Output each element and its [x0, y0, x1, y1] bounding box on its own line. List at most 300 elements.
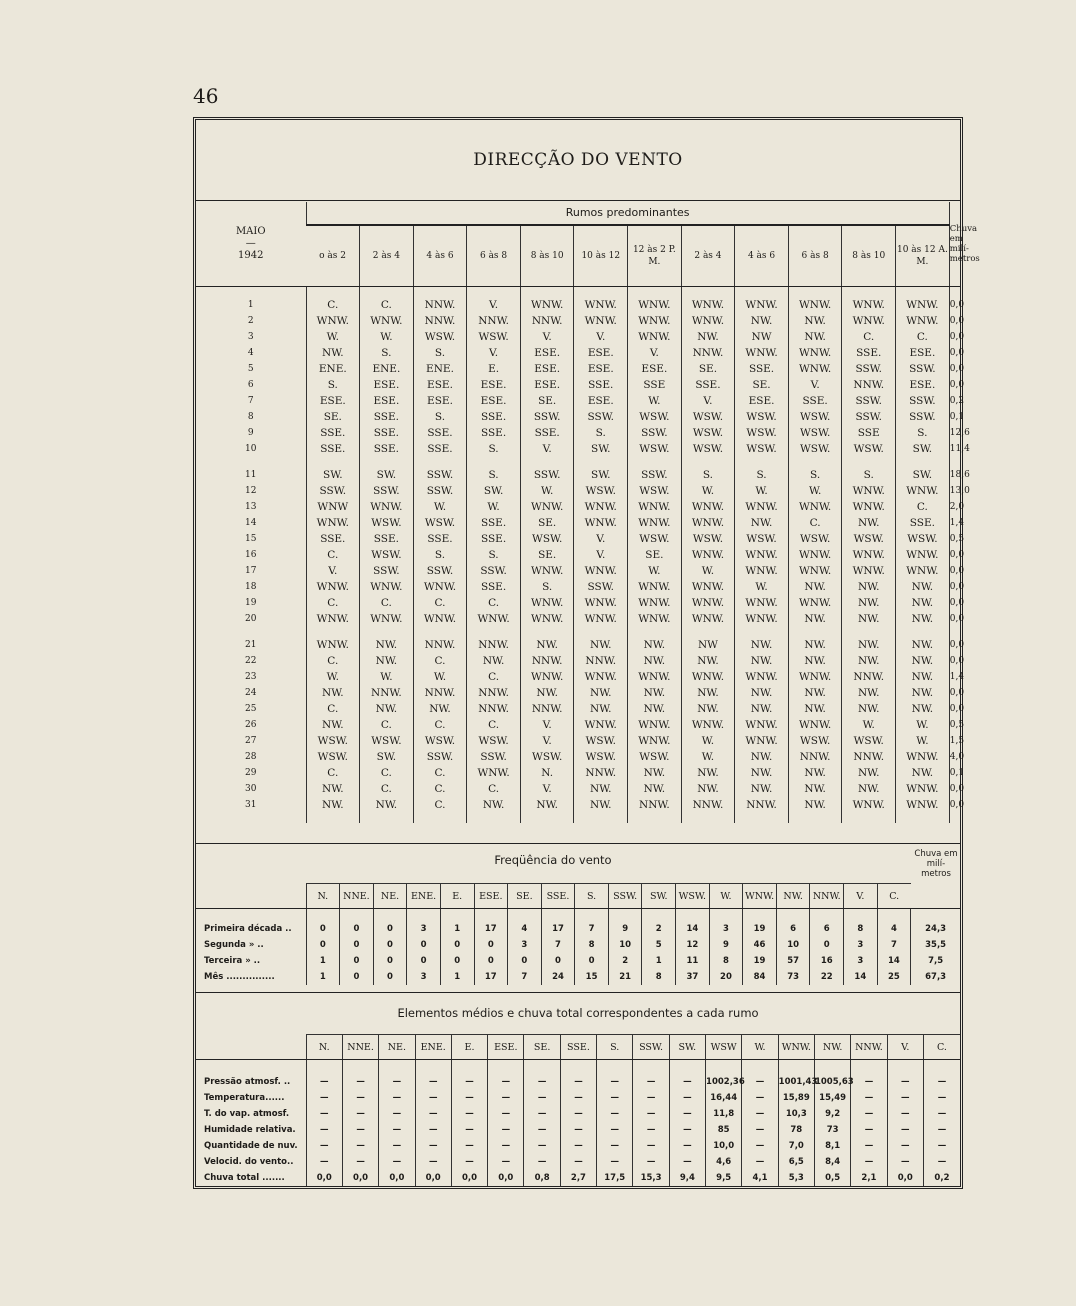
- spacer-cell: [413, 457, 467, 467]
- direction-cell: WSW.: [628, 531, 682, 547]
- direction-cell: C.: [306, 297, 360, 313]
- means-cell: —: [379, 1122, 415, 1138]
- direction-cell: NW.: [520, 685, 574, 701]
- means-cell: —: [923, 1122, 960, 1138]
- direction-cell: WNW.: [628, 611, 682, 627]
- direction-cell: WNW.: [628, 313, 682, 329]
- day-cell: 22: [245, 656, 257, 666]
- table-row: [196, 1122, 960, 1138]
- means-cell: 8,1: [814, 1138, 850, 1154]
- direction-cell: ESE.: [413, 393, 467, 409]
- row-label: Quantidade de nuv.: [204, 1141, 298, 1151]
- direction-cell: WSW.: [628, 483, 682, 499]
- direction-cell: NNW.: [520, 701, 574, 717]
- direction-cell: NW.: [735, 515, 789, 531]
- frequency-cell: 24: [541, 969, 575, 985]
- means-cell: 17,5: [597, 1170, 633, 1186]
- means-cell: —: [488, 1090, 524, 1106]
- means-cell: 5,3: [778, 1170, 814, 1186]
- frequency-cell: 0: [373, 953, 407, 969]
- direction-cell: C.: [360, 297, 414, 313]
- table-row: [196, 329, 960, 345]
- means-cell: 10,0: [706, 1138, 742, 1154]
- table-row: [196, 393, 960, 409]
- direction-cell: SSE.: [360, 425, 414, 441]
- direction-cell: NNW.: [735, 797, 789, 813]
- spacer-cell: [896, 457, 950, 467]
- means-cell: 2,1: [851, 1170, 887, 1186]
- means-cell: —: [524, 1154, 560, 1170]
- page-number: 46: [193, 84, 219, 108]
- means-cell: —: [851, 1090, 887, 1106]
- direction-cell: WNW.: [681, 313, 735, 329]
- row-label: Pressão atmosf. ..: [204, 1077, 291, 1087]
- direction-cell: WNW.: [896, 749, 950, 765]
- direction-cell: WNW.: [467, 611, 521, 627]
- direction-cell: SSE.: [467, 515, 521, 531]
- table-row: [196, 483, 960, 499]
- direction-cell: NW.: [896, 595, 950, 611]
- means-cell: —: [633, 1090, 669, 1106]
- hour-header: 6 às 8: [788, 225, 842, 287]
- day-cell: 27: [245, 736, 257, 746]
- direction-cell: WNW.: [574, 611, 628, 627]
- blank-header: [196, 884, 306, 909]
- rain-cell: 0,0: [949, 297, 960, 313]
- direction-cell: WNW.: [306, 611, 360, 627]
- spacer-cell: [949, 813, 960, 823]
- means-column-header: W.: [742, 1035, 778, 1060]
- row-label: Humidade relativa.: [204, 1125, 296, 1135]
- frequency-cell: 0: [340, 909, 374, 938]
- direction-cell: WNW.: [788, 669, 842, 685]
- means-cell: —: [451, 1154, 487, 1170]
- direction-cell: C.: [467, 669, 521, 685]
- direction-cell: SE.: [520, 515, 574, 531]
- direction-cell: W.: [360, 329, 414, 345]
- direction-cell: SE.: [520, 393, 574, 409]
- direction-cell: SSW.: [413, 483, 467, 499]
- spacer-row: [196, 627, 960, 637]
- direction-cell: NW.: [306, 797, 360, 813]
- direction-cell: NNW.: [842, 749, 896, 765]
- direction-cell: WNW.: [735, 297, 789, 313]
- direction-cell: WNW.: [574, 669, 628, 685]
- direction-cell: SSE.: [574, 377, 628, 393]
- direction-cell: S.: [681, 467, 735, 483]
- rain-cell: 2,0: [949, 499, 960, 515]
- spacer-cell: [360, 457, 414, 467]
- direction-cell: SSW.: [360, 483, 414, 499]
- spacer-cell: [842, 813, 896, 823]
- direction-cell: WNW.: [788, 499, 842, 515]
- spacer-cell: [681, 813, 735, 823]
- direction-cell: WNW.: [360, 611, 414, 627]
- hour-header: 4 às 6: [413, 225, 467, 287]
- table-row: [196, 297, 960, 313]
- spacer-row: [196, 287, 960, 298]
- means-body: [196, 1060, 960, 1187]
- table-row: [196, 969, 960, 985]
- means-cell: —: [342, 1060, 378, 1091]
- direction-cell: ESE.: [467, 377, 521, 393]
- direction-cell: SW.: [360, 749, 414, 765]
- table-row: [196, 499, 960, 515]
- direction-cell: S.: [574, 425, 628, 441]
- direction-cell: NW.: [788, 685, 842, 701]
- direction-cell: WNW.: [735, 563, 789, 579]
- direction-cell: NW.: [788, 637, 842, 653]
- frequency-cell: 0: [373, 909, 407, 938]
- day-cell: 3: [247, 332, 254, 342]
- frequency-rain-header: Chuva em milímetros: [914, 849, 958, 879]
- means-cell: —: [306, 1154, 342, 1170]
- table-row: [196, 579, 960, 595]
- row-label: Mês ...............: [204, 972, 275, 982]
- direction-cell: WNW.: [735, 717, 789, 733]
- direction-cell: NW.: [360, 797, 414, 813]
- table-row: [196, 653, 960, 669]
- table-row: [196, 637, 960, 653]
- frequency-cell: 2: [608, 953, 642, 969]
- means-cell: —: [669, 1138, 705, 1154]
- direction-cell: W.: [896, 717, 950, 733]
- spacer-cell: [788, 287, 842, 298]
- hour-header: 2 às 4: [681, 225, 735, 287]
- means-cell: —: [633, 1154, 669, 1170]
- means-column-header: NW.: [814, 1035, 850, 1060]
- means-cell: —: [742, 1090, 778, 1106]
- means-column-header: S.: [597, 1035, 633, 1060]
- spacer-cell: [467, 627, 521, 637]
- direction-cell: WSW.: [520, 749, 574, 765]
- means-cell: —: [923, 1106, 960, 1122]
- means-cell: 6,5: [778, 1154, 814, 1170]
- direction-cell: WNW.: [788, 297, 842, 313]
- means-cell: —: [887, 1154, 923, 1170]
- day-cell: 19: [245, 598, 257, 608]
- rain-header-text: Chuva em milímetros: [949, 224, 980, 264]
- rain-cell: 0,1: [949, 409, 960, 425]
- direction-cell: C.: [788, 515, 842, 531]
- day-cell: 7: [247, 396, 254, 406]
- frequency-cell: 19: [743, 909, 777, 938]
- direction-cell: NW.: [842, 637, 896, 653]
- spacer-cell: [467, 287, 521, 298]
- direction-cell: C.: [360, 717, 414, 733]
- spacer-cell: [360, 627, 414, 637]
- direction-cell: ESE.: [467, 393, 521, 409]
- direction-cell: NW.: [681, 765, 735, 781]
- hour-header: 12 às 2 P. M.: [628, 225, 682, 287]
- means-cell: —: [306, 1138, 342, 1154]
- frequency-column-header: N.: [306, 884, 340, 909]
- direction-cell: NNW.: [413, 637, 467, 653]
- direction-cell: S.: [467, 441, 521, 457]
- spacer-cell: [628, 287, 682, 298]
- hour-header-row: [196, 225, 960, 287]
- day-cell: 1: [247, 300, 254, 310]
- spacer-cell: [196, 813, 306, 823]
- frequency-cell: 7: [541, 937, 575, 953]
- frequency-cell: 9: [608, 909, 642, 938]
- means-column-header: NE.: [379, 1035, 415, 1060]
- frequency-column-header: ESE.: [474, 884, 508, 909]
- day-cell: 2: [247, 316, 254, 326]
- direction-cell: E.: [467, 361, 521, 377]
- means-cell: —: [524, 1106, 560, 1122]
- direction-cell: W.: [842, 717, 896, 733]
- direction-cell: WNW.: [681, 595, 735, 611]
- means-cell: —: [923, 1138, 960, 1154]
- means-cell: —: [488, 1154, 524, 1170]
- rain-header: [949, 202, 980, 287]
- direction-cell: WNW.: [574, 313, 628, 329]
- means-cell: —: [633, 1106, 669, 1122]
- frequency-cell: 0: [474, 937, 508, 953]
- direction-cell: NW.: [842, 579, 896, 595]
- blank-header: [911, 884, 960, 909]
- frequency-cell: 9: [709, 937, 743, 953]
- spacer-cell: [467, 457, 521, 467]
- direction-cell: SW.: [574, 441, 628, 457]
- direction-cell: WNW.: [628, 579, 682, 595]
- spacer-cell: [574, 627, 628, 637]
- means-cell: 1005,63: [814, 1060, 850, 1091]
- direction-cell: WNW.: [842, 297, 896, 313]
- direction-cell: NW.: [896, 701, 950, 717]
- spacer-cell: [574, 457, 628, 467]
- direction-cell: SW.: [360, 467, 414, 483]
- rain-cell: 0,5: [949, 717, 960, 733]
- direction-cell: NW.: [467, 653, 521, 669]
- day-cell: 4: [247, 348, 254, 358]
- direction-cell: NNW.: [413, 685, 467, 701]
- direction-cell: ENE.: [413, 361, 467, 377]
- means-cell: —: [597, 1122, 633, 1138]
- means-cell: —: [597, 1154, 633, 1170]
- table-row: [196, 409, 960, 425]
- direction-cell: NW.: [896, 611, 950, 627]
- direction-cell: NW.: [896, 669, 950, 685]
- hour-header: 8 às 10: [520, 225, 574, 287]
- day-cell: 28: [245, 752, 257, 762]
- rain-cell: 18,6: [949, 467, 960, 483]
- means-column-header: SE.: [524, 1035, 560, 1060]
- direction-cell: W.: [628, 563, 682, 579]
- direction-cell: NNW.: [467, 313, 521, 329]
- means-cell: —: [597, 1138, 633, 1154]
- means-cell: —: [451, 1060, 487, 1091]
- frequency-cell: 6: [810, 909, 844, 938]
- direction-cell: SSW.: [360, 563, 414, 579]
- direction-cell: SSW.: [842, 409, 896, 425]
- direction-cell: SSW.: [628, 425, 682, 441]
- direction-cell: S.: [520, 579, 574, 595]
- day-cell: 18: [245, 582, 257, 592]
- direction-cell: WNW.: [681, 717, 735, 733]
- direction-cell: SSW.: [413, 749, 467, 765]
- means-cell: 7,0: [778, 1138, 814, 1154]
- table-row: [196, 313, 960, 329]
- means-cell: —: [742, 1154, 778, 1170]
- direction-cell: NNW.: [360, 685, 414, 701]
- means-cell: —: [923, 1090, 960, 1106]
- frequency-cell: 6: [776, 909, 810, 938]
- means-cell: 0,0: [415, 1170, 451, 1186]
- means-cell: —: [560, 1138, 596, 1154]
- means-cell: —: [887, 1090, 923, 1106]
- rain-cell: 0,0: [949, 563, 960, 579]
- direction-cell: NW.: [467, 797, 521, 813]
- means-cell: —: [342, 1106, 378, 1122]
- frequency-column-header: S.: [575, 884, 609, 909]
- table-row: [196, 1106, 960, 1122]
- direction-cell: NNW.: [467, 685, 521, 701]
- frequency-cell: 20: [709, 969, 743, 985]
- table-row: [196, 1138, 960, 1154]
- direction-cell: WNW.: [360, 499, 414, 515]
- direction-cell: WNW.: [896, 547, 950, 563]
- direction-cell: WNW.: [681, 579, 735, 595]
- rain-cell: 1,5: [949, 733, 960, 749]
- direction-cell: W.: [681, 483, 735, 499]
- direction-cell: WNW.: [735, 345, 789, 361]
- frequency-cell: 1: [306, 953, 340, 969]
- direction-cell: WNW.: [413, 579, 467, 595]
- frequency-cell: 11: [676, 953, 710, 969]
- spacer-cell: [842, 627, 896, 637]
- direction-cell: WSW.: [842, 531, 896, 547]
- direction-cell: WNW.: [896, 483, 950, 499]
- direction-cell: WNW.: [681, 611, 735, 627]
- direction-cell: V.: [574, 329, 628, 345]
- day-cell: 30: [245, 784, 257, 794]
- direction-cell: S.: [842, 467, 896, 483]
- direction-cell: NW.: [896, 579, 950, 595]
- means-cell: —: [887, 1122, 923, 1138]
- direction-cell: C.: [842, 329, 896, 345]
- direction-cell: SSE.: [896, 515, 950, 531]
- rain-cell: 0,0: [949, 313, 960, 329]
- direction-cell: NW.: [788, 701, 842, 717]
- means-cell: —: [415, 1154, 451, 1170]
- direction-cell: WNW.: [306, 579, 360, 595]
- direction-cell: WNW.: [735, 499, 789, 515]
- direction-cell: SE.: [681, 361, 735, 377]
- direction-cell: NW.: [681, 685, 735, 701]
- direction-cell: W.: [681, 733, 735, 749]
- frequency-cell: 8: [844, 909, 878, 938]
- means-cell: 9,2: [814, 1106, 850, 1122]
- spacer-cell: [306, 813, 360, 823]
- direction-cell: SSE.: [306, 441, 360, 457]
- table-row: [196, 345, 960, 361]
- direction-cell: SSE.: [467, 579, 521, 595]
- table-row: [196, 909, 960, 938]
- direction-cell: WNW.: [735, 611, 789, 627]
- means-column-header: N.: [306, 1035, 342, 1060]
- rain-cell: 0,0: [949, 579, 960, 595]
- frequency-cell: 14: [676, 909, 710, 938]
- direction-cell: SE.: [306, 409, 360, 425]
- direction-cell: C.: [306, 765, 360, 781]
- spacer-cell: [788, 813, 842, 823]
- frequency-column-header: NNE.: [340, 884, 374, 909]
- direction-cell: WNW.: [842, 313, 896, 329]
- frequency-cell: 3: [709, 909, 743, 938]
- means-cell: 0,0: [488, 1170, 524, 1186]
- frequency-cell: 8: [575, 937, 609, 953]
- direction-cell: NW.: [628, 781, 682, 797]
- direction-cell: WNW.: [628, 669, 682, 685]
- direction-cell: WNW.: [842, 563, 896, 579]
- frequency-cell: 2: [642, 909, 676, 938]
- day-cell: 5: [247, 364, 254, 374]
- wind-body: [196, 287, 970, 824]
- means-cell: 15,89: [778, 1090, 814, 1106]
- direction-cell: WNW: [306, 499, 360, 515]
- direction-cell: NNW.: [842, 669, 896, 685]
- rain-cell: 0,0: [949, 595, 960, 611]
- direction-cell: SW.: [306, 467, 360, 483]
- direction-cell: SSW.: [413, 563, 467, 579]
- frequency-cell: 3: [407, 909, 441, 938]
- direction-cell: NW.: [896, 765, 950, 781]
- spacer-cell: [949, 627, 960, 637]
- direction-cell: SSW.: [896, 393, 950, 409]
- spacer-cell: [520, 627, 574, 637]
- means-cell: 9,4: [669, 1170, 705, 1186]
- direction-cell: NW.: [735, 653, 789, 669]
- direction-cell: NNW.: [574, 653, 628, 669]
- table-row: [196, 467, 960, 483]
- direction-cell: C.: [306, 653, 360, 669]
- rain-cell: 0,0: [949, 781, 960, 797]
- means-header-row: [196, 1035, 960, 1060]
- direction-cell: C.: [306, 701, 360, 717]
- direction-cell: NW.: [788, 313, 842, 329]
- direction-cell: WNW.: [788, 361, 842, 377]
- rain-cell: 0,0: [949, 547, 960, 563]
- frequency-cell: 12: [676, 937, 710, 953]
- frequency-cell: 25: [877, 969, 911, 985]
- frequency-cell: 5: [642, 937, 676, 953]
- direction-cell: V.: [467, 345, 521, 361]
- spacer-row: [196, 813, 960, 823]
- means-cell: —: [379, 1106, 415, 1122]
- direction-cell: SSE.: [306, 425, 360, 441]
- spacer-cell: [628, 627, 682, 637]
- direction-cell: SSE.: [467, 425, 521, 441]
- means-title: Elementos médios e chuva total correspondentes a cada rumo: [397, 1006, 759, 1020]
- direction-cell: WNW.: [360, 579, 414, 595]
- direction-cell: NNW.: [681, 345, 735, 361]
- means-column-header: WNW.: [778, 1035, 814, 1060]
- day-cell: 15: [245, 534, 257, 544]
- means-cell: 2,7: [560, 1170, 596, 1186]
- blank-header: [196, 1035, 306, 1060]
- direction-cell: NNW.: [681, 797, 735, 813]
- direction-cell: NW.: [574, 637, 628, 653]
- direction-cell: SSE: [842, 425, 896, 441]
- direction-cell: ESE.: [520, 345, 574, 361]
- means-cell: —: [923, 1154, 960, 1170]
- direction-cell: WSW.: [467, 329, 521, 345]
- frequency-column-header: W.: [709, 884, 743, 909]
- means-cell: 8,4: [814, 1154, 850, 1170]
- direction-cell: SSE.: [413, 441, 467, 457]
